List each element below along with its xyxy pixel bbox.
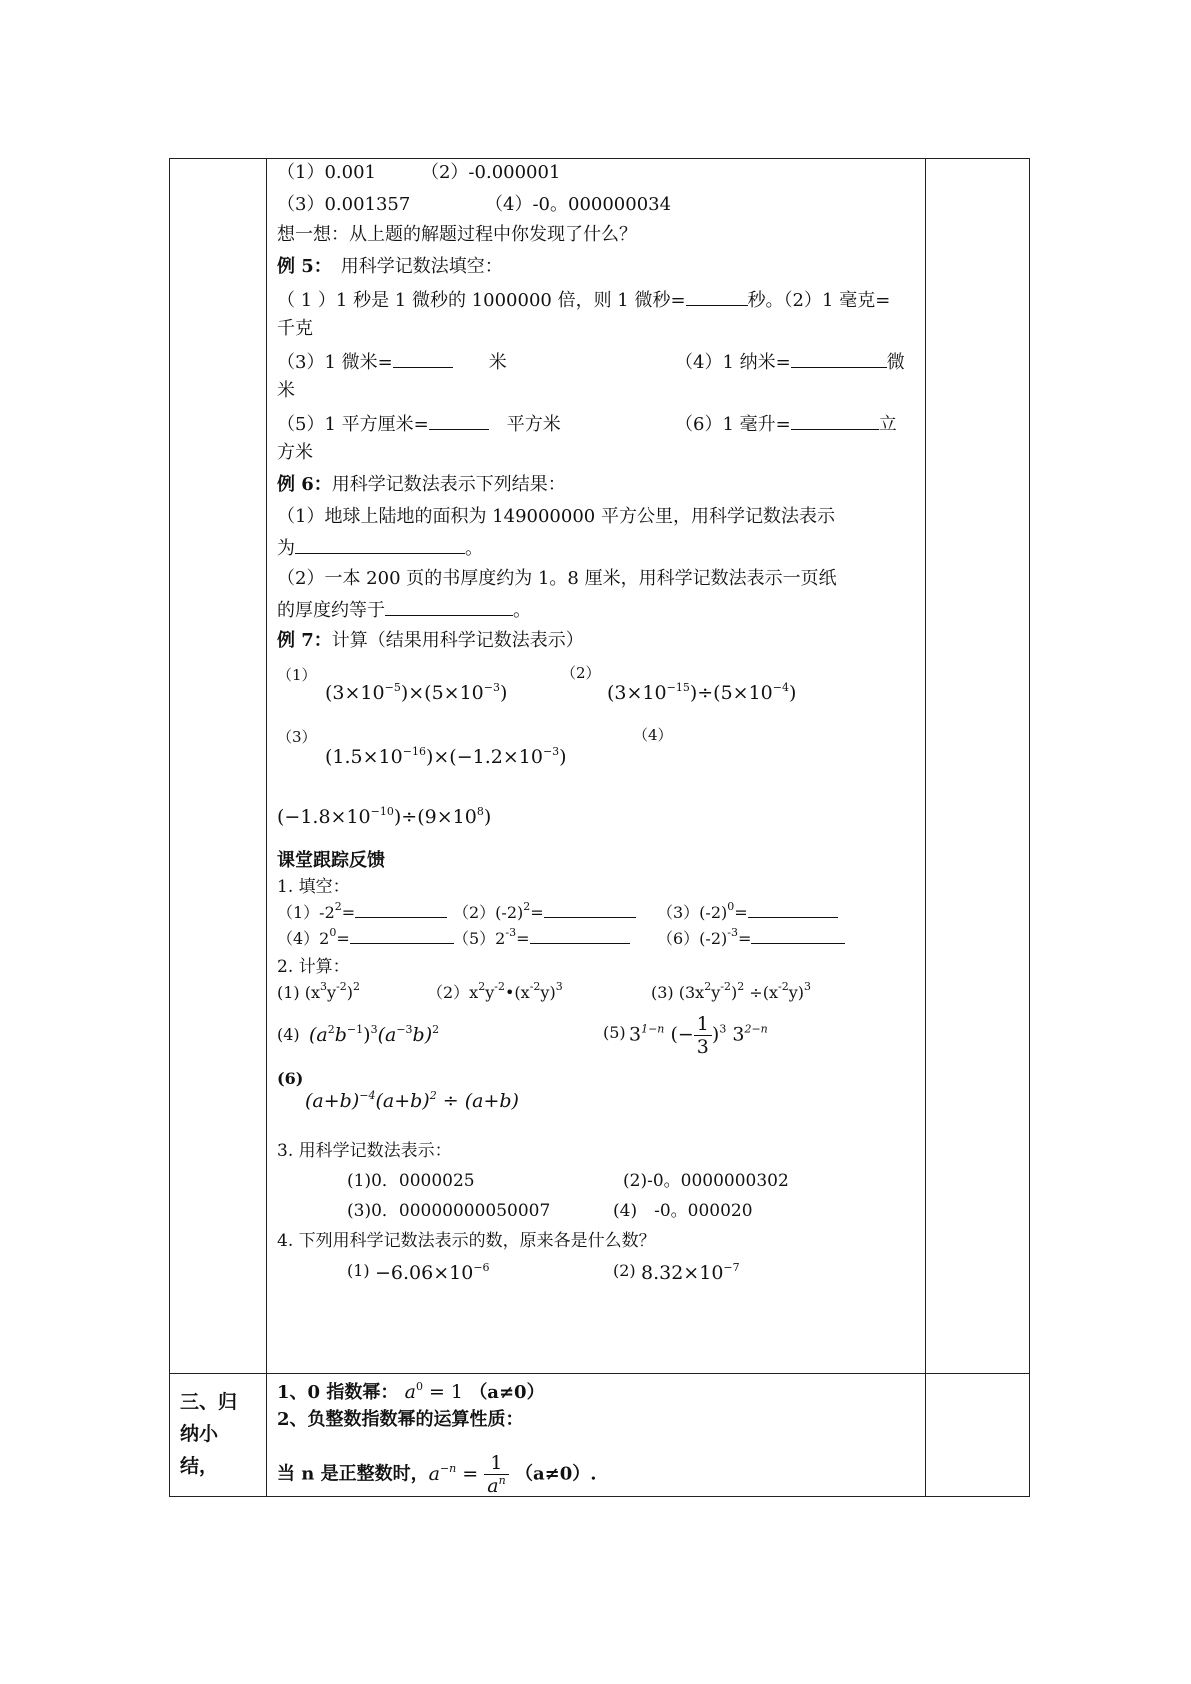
answer-blank[interactable]	[393, 349, 453, 368]
ex7-expr-1	[325, 681, 507, 705]
exponent: 2	[478, 980, 486, 993]
fill-eq: =	[516, 929, 530, 948]
q6-text: （6）1 毫升=	[675, 414, 791, 435]
answer-blank[interactable]	[751, 929, 845, 944]
answer-blank[interactable]	[350, 929, 454, 944]
orig-label-2: (2)	[613, 1261, 636, 1280]
expr-part: (1.5×10	[325, 746, 403, 768]
calc-text: y	[327, 983, 337, 1002]
calc-expr-5: $3^{1-n}$ (− $\frac{1}{3}$ )$^3$ $3^{2-n}$	[629, 1013, 768, 1058]
orig-title: 4. 下列用科学记数法表示的数，原来各是什么数？	[277, 1231, 656, 1251]
sci-item-2: (2)-0。0000000302	[623, 1171, 789, 1191]
ex7-label-4: （4）	[633, 726, 673, 744]
part-line-1: （1）0.001 （2）-0.000001	[277, 162, 561, 183]
example-7-heading	[277, 629, 584, 653]
ex7-expr-2	[607, 681, 796, 705]
calc-item-2	[427, 981, 563, 1005]
summary-cell	[267, 1374, 926, 1497]
answer-blank[interactable]	[791, 349, 887, 368]
answer-blank[interactable]	[748, 903, 838, 918]
expr-part: (3×10	[607, 682, 667, 704]
exponent: -3	[727, 926, 738, 939]
exponent: 3	[803, 980, 811, 993]
expr-part: 8.32×10	[641, 1262, 724, 1284]
example-5-q6	[675, 411, 897, 437]
calc-text: （2）x	[427, 983, 479, 1002]
calc-text: )	[346, 983, 354, 1002]
exponent: −15	[666, 681, 690, 694]
answer-blank[interactable]	[686, 287, 748, 306]
summary-line-2: 2、负整数指数幂的运算性质：	[277, 1409, 524, 1430]
example-6-q2: （2）一本 200 页的书厚度约为 1。8 厘米，用科学记数法表示一页纸	[277, 568, 837, 589]
q1-end: 。	[465, 538, 483, 559]
exponent: 2	[523, 900, 531, 913]
expr-part: (−1.8×10	[277, 806, 371, 828]
example-5-desc: 用科学记数法填空：	[322, 256, 503, 277]
fill-item-3	[657, 901, 838, 925]
fill-text: （4）2	[277, 929, 330, 948]
expr-part: )×(5×10	[400, 682, 484, 704]
example-6-title: 例 6：	[277, 474, 332, 495]
summary-right-cell	[926, 1374, 1030, 1497]
ex7-label-3: （3）	[277, 728, 317, 746]
calc-text: (3) (3x	[651, 983, 705, 1002]
calc-expr-6: $(a+b)^{-4}(a+b)^2 \div (a+b)$	[305, 1089, 519, 1112]
left-empty-cell	[170, 159, 267, 1374]
expr-part: )÷(9×10	[393, 806, 477, 828]
fill-text: （1）-2	[277, 903, 335, 922]
answer-blank[interactable]	[530, 929, 630, 944]
exponent: 8	[476, 805, 484, 818]
example-6-q2b	[277, 597, 531, 623]
exponent: −10	[370, 805, 394, 818]
example-5-q1	[277, 287, 890, 313]
calc-text: •(x	[504, 983, 530, 1002]
calc-label-4: (4)	[277, 1025, 300, 1044]
calc-text: y)	[540, 983, 556, 1002]
part-line-2a: （3）0.001357	[277, 194, 411, 215]
exercise-cell	[267, 159, 926, 1374]
summary-side-title: 三、归纳小结，	[180, 1391, 238, 1477]
example-7-desc: 计算（结果用科学记数法表示）	[331, 630, 584, 651]
exponent: 0	[329, 926, 337, 939]
part-line-2b: （4）-0。000000034	[485, 194, 672, 215]
exponent: -2	[720, 980, 731, 993]
example-5-q1c: 千克	[277, 318, 313, 339]
fill-text: （2）(-2)	[453, 903, 524, 922]
example-6-q1: （1）地球上陆地的面积为 149000000 平方公里，用科学记数法表示	[277, 506, 835, 527]
fill-eq: =	[530, 903, 544, 922]
summary-text: 当 n 是正整数时，	[277, 1463, 429, 1485]
exponent: -2	[336, 980, 347, 993]
ex7-expr-3	[325, 745, 567, 769]
ex7-expr-4	[277, 805, 491, 829]
exponent: -2	[777, 980, 789, 993]
example-5-q3	[277, 349, 507, 375]
sci-item-3: (3)0．00000000050007	[347, 1201, 551, 1221]
fill-item-5	[453, 927, 630, 951]
fill-item-4	[277, 927, 454, 951]
expr-part: )×(−1.2×10	[425, 746, 543, 768]
exponent: -2	[529, 980, 541, 993]
fill-title: 1. 填空：	[277, 877, 350, 897]
calc-label-6: (6)	[277, 1069, 304, 1088]
example-5-q5	[277, 411, 561, 437]
calc-expr-4: $(a^2b^{-1})^3(a^{-3}b)^2$	[309, 1023, 440, 1046]
calc-text: (1) (x	[277, 983, 321, 1002]
exponent: −7	[723, 1261, 740, 1274]
orig-expr-2	[641, 1261, 740, 1285]
example-6-desc: 用科学记数法表示下列结果：	[331, 474, 566, 495]
sci-title: 3. 用科学记数法表示：	[277, 1141, 452, 1161]
expr-part: )	[559, 746, 567, 768]
exponent: 3	[320, 980, 328, 993]
calc-text: ÷(x	[744, 983, 778, 1002]
sci-item-1: (1)0．0000025	[347, 1171, 475, 1191]
lesson-table	[169, 158, 1030, 1497]
example-5-q4	[675, 349, 905, 375]
q1-text: （ 1 ）1 秒是 1 微秒的 1000000 倍，则 1 微秒=	[277, 290, 686, 311]
q4-text: （4）1 纳米=	[675, 352, 791, 373]
calc-text: )	[730, 983, 738, 1002]
example-5-heading	[277, 255, 503, 279]
expr-part: )÷(5×10	[689, 682, 773, 704]
ex7-label-2: （2）	[561, 664, 601, 682]
q1-text-b: 秒。（2）1 毫克=	[747, 290, 891, 311]
calc-item-1	[277, 981, 360, 1005]
answer-blank[interactable]	[385, 597, 513, 616]
calc-item-3	[651, 981, 811, 1005]
answer-blank[interactable]	[355, 903, 447, 918]
calc-text: y)	[788, 983, 804, 1002]
exponent: −5	[384, 681, 401, 694]
calc-title: 2. 计算：	[277, 957, 350, 977]
exponent: 3	[555, 980, 563, 993]
example-6-q1b	[277, 535, 483, 561]
fill-eq: =	[734, 903, 748, 922]
example-5-title: 例 5：	[277, 256, 323, 277]
exponent: −3	[542, 745, 560, 758]
fill-eq: =	[737, 929, 752, 948]
q4-unit: 微	[886, 352, 905, 373]
q5-text: （5）1 平方厘米=	[277, 414, 429, 435]
summary-text: 1、0 指数幂：	[277, 1382, 399, 1403]
think-line: 想一想：从上题的解题过程中你发现了什么？	[277, 224, 637, 245]
expr-part: (3×10	[325, 682, 385, 704]
fill-text: （3）(-2)	[657, 903, 728, 922]
exponent: 0	[727, 900, 735, 913]
example-5-q4c: 米	[277, 380, 295, 401]
calc-text: y	[711, 983, 721, 1002]
fill-text: （6）(-2)	[657, 929, 728, 948]
sci-item-4: (4) -0。000020	[613, 1201, 753, 1221]
zero-exponent-formula: $a^0 = 1$	[404, 1380, 464, 1403]
orig-label-1: (1)	[347, 1261, 370, 1280]
exponent: 2	[704, 980, 712, 993]
example-7-title: 例 7：	[277, 630, 332, 651]
exponent: −4	[772, 681, 789, 694]
exponent: −6	[473, 1261, 490, 1274]
fill-text: （5）2	[453, 929, 506, 948]
expr-part: −6.06×10	[375, 1262, 474, 1284]
q6-unit: 立	[878, 414, 897, 435]
orig-expr-1	[375, 1261, 490, 1285]
ex7-label-1: （1）	[277, 666, 317, 684]
calc-label-5: (5)	[603, 1023, 626, 1042]
summary-line-1	[277, 1380, 545, 1405]
example-6-heading	[277, 473, 566, 497]
fill-eq: =	[336, 929, 350, 948]
example-5-q6c: 方米	[277, 442, 313, 463]
fill-item-1	[277, 901, 447, 925]
answer-blank[interactable]	[791, 411, 879, 430]
exponent: 2	[353, 980, 361, 993]
summary-cond: （a≠0）.	[514, 1463, 597, 1485]
exponent: −16	[402, 745, 426, 758]
summary-line-3	[277, 1452, 597, 1497]
q3-unit: 米	[488, 352, 507, 373]
expr-part: )	[788, 682, 797, 704]
answer-blank[interactable]	[429, 411, 489, 430]
fill-item-2	[453, 901, 636, 925]
exponent: -3	[505, 926, 517, 939]
q1b-text: 为	[277, 538, 295, 559]
q2-end: 。	[513, 600, 531, 621]
exponent: -2	[494, 980, 505, 993]
q5-unit: 平方米	[506, 414, 561, 435]
summary-cond: （a≠0）	[469, 1382, 545, 1403]
answer-blank[interactable]	[295, 535, 465, 554]
answer-blank[interactable]	[544, 903, 636, 918]
exponent: 2	[334, 900, 342, 913]
summary-side-cell	[170, 1374, 267, 1497]
expr-part: )	[483, 806, 492, 828]
feedback-title: 课堂跟踪反馈	[277, 850, 385, 871]
exponent: −3	[483, 681, 500, 694]
negative-exponent-formula: $a^{-n}$ = $\frac{1}{a^n}$	[429, 1463, 509, 1485]
calc-text: y	[485, 983, 495, 1002]
q3-text: （3）1 微米=	[277, 352, 393, 373]
expr-part: )	[499, 682, 508, 704]
exponent: 2	[737, 980, 745, 993]
right-empty-cell	[926, 159, 1030, 1374]
q2b-text: 的厚度约等于	[277, 600, 385, 621]
fill-item-6	[657, 927, 845, 951]
fill-eq: =	[341, 903, 356, 922]
